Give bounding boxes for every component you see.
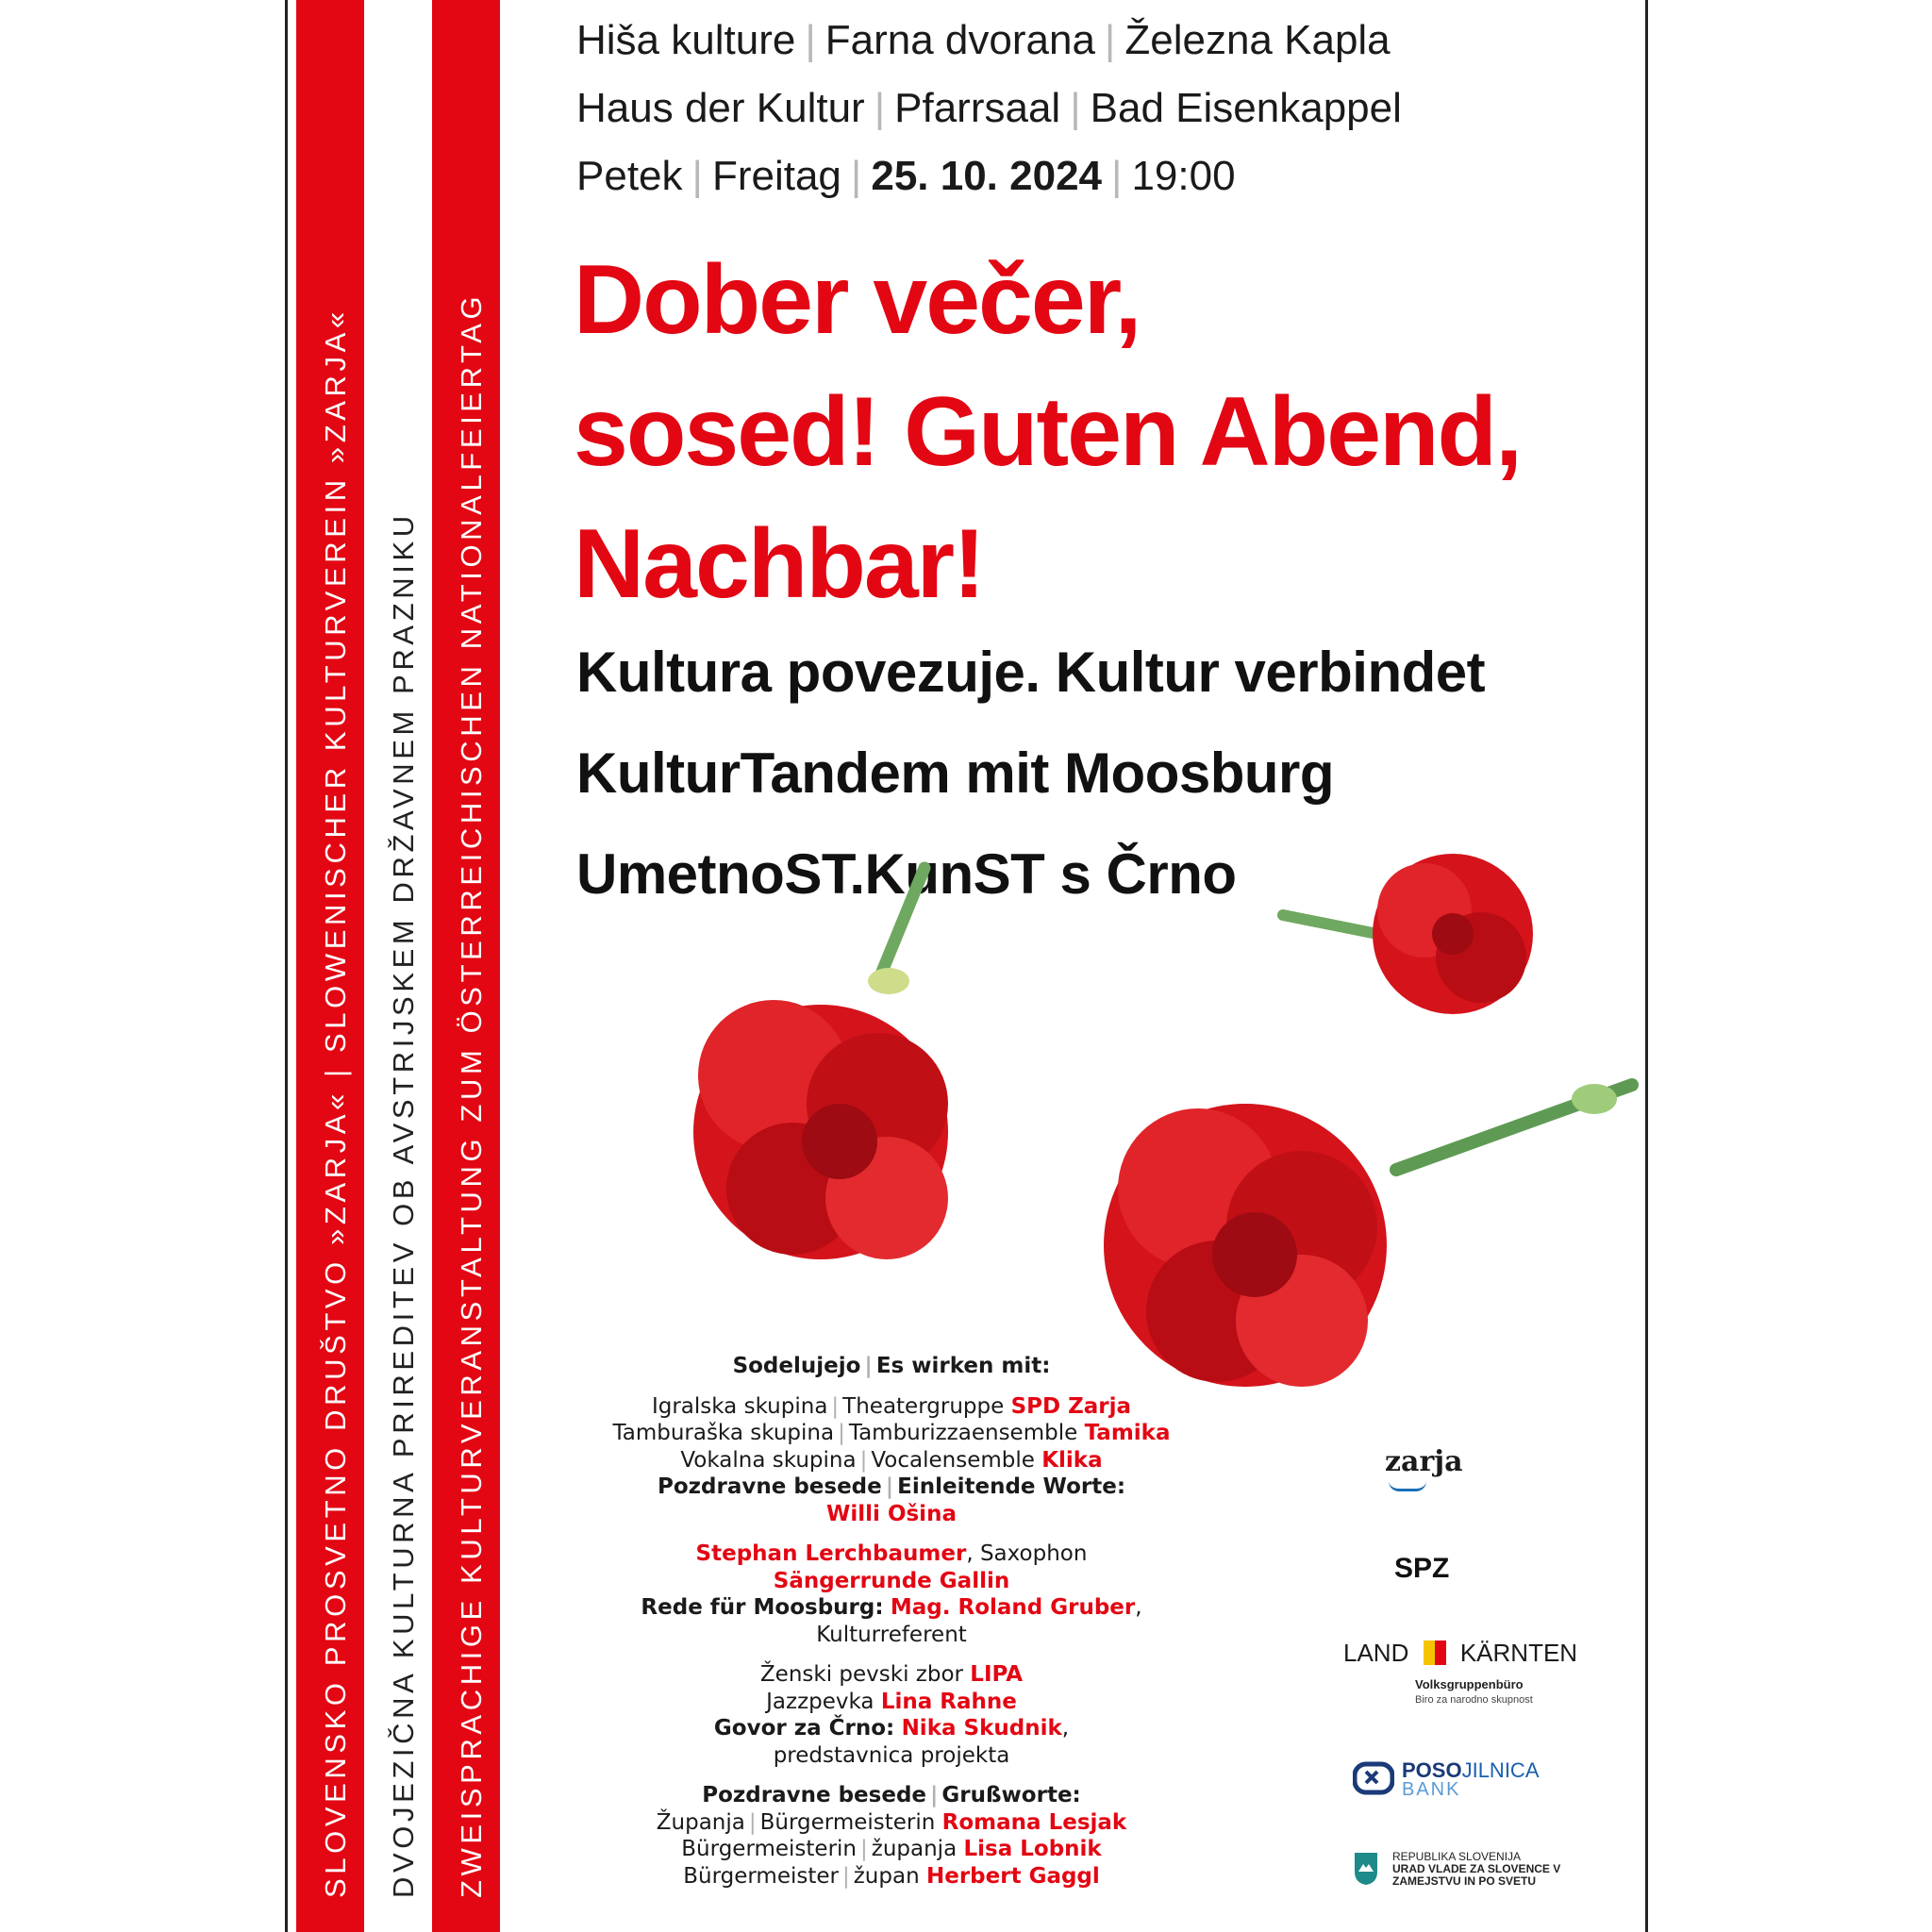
zarja-arc-icon xyxy=(1389,1481,1426,1491)
credit-role: , Saxophon xyxy=(966,1541,1088,1566)
credit-speaker: Willi Ošina xyxy=(826,1501,957,1526)
words-label-sl: Pozdravne besede xyxy=(657,1474,882,1499)
credit-row xyxy=(604,1661,1179,1689)
credit-label-sl: Bürgermeisterin xyxy=(681,1837,858,1861)
credit-role: predstavnica projekta xyxy=(773,1742,1010,1768)
republika-slovenija-logo xyxy=(1353,1850,1561,1891)
credit-name: Stephan Lerchbaumer xyxy=(695,1541,967,1566)
subtitle-3: UmetnoST.KunST s Črno xyxy=(576,842,1237,906)
credit-name: Klika xyxy=(1041,1447,1103,1473)
stripe2-vertical-text: DVOJEZIČNA KULTURNA PRIREDITEV OB AVSTRIJSKEM DRŽAVNEM PRAZNIKU xyxy=(387,511,420,1898)
rs-line-2: URAD VLADE ZA SLOVENCE V xyxy=(1392,1862,1561,1875)
credits-heading-sl: Sodelujejo xyxy=(732,1354,861,1378)
credit-label-sl: Županja xyxy=(656,1809,745,1835)
credit-label-de: Vocalensemble xyxy=(871,1447,1035,1473)
credit-label-de: Theatergruppe xyxy=(842,1393,1005,1419)
credit-row: Igralska skupina | Theatergruppe SPD Zarja xyxy=(651,1393,1132,1419)
speech-label: Govor za Črno: xyxy=(713,1716,895,1740)
event-time: 19:00 xyxy=(1131,153,1236,199)
rs-text-block xyxy=(1392,1851,1560,1888)
bank-text: BANK xyxy=(1402,1779,1461,1800)
speech-label: Rede für Moosburg: xyxy=(641,1595,884,1620)
credit-choir: Sängerrunde Gallin xyxy=(773,1568,1010,1593)
credit-name: SPD Zarja xyxy=(1010,1393,1132,1419)
credits-heading: Sodelujejo | Es wirken mit: xyxy=(732,1354,1051,1378)
rs-line-1: REPUBLIKA SLOVENIJA xyxy=(1392,1850,1522,1863)
stripe1-vertical-text: SLOVENSKO PROSVETNO DRUŠTVO »ZARJA« | SLOWENISCHER KULTURVEREIN »ZARJA« xyxy=(319,308,352,1898)
credit-role: Kulturreferent xyxy=(816,1622,967,1647)
land-kaernten-logo xyxy=(1343,1639,1577,1668)
kaernten-text: KÄRNTEN xyxy=(1459,1639,1578,1667)
words-label-de: Einleitende Worte: xyxy=(897,1474,1126,1499)
credit-row: Tamburaška skupina | Tamburizzaensemble Tamika xyxy=(612,1421,1171,1445)
credit-label-de: Tamburizzaensemble xyxy=(848,1421,1078,1445)
venue-line-german: Haus der Kultur | Pfarrsaal | Bad Eisenkappel xyxy=(576,85,1402,131)
venue-de-2: Pfarrsaal xyxy=(894,85,1061,131)
right-frame-line xyxy=(1645,0,1648,1932)
rs-line-3: ZAMEJSTVU IN PO SVETU xyxy=(1392,1874,1537,1888)
stripe3-vertical-text: ZWEISPRACHIGE KULTURVERANSTALTUNG ZUM ÖSTERREICHISCHEN NATIONALFEIERTAG xyxy=(455,291,488,1898)
posojilnica-bank-logo xyxy=(1353,1758,1540,1803)
credit-row: Govor za Črno: Nika Skudnik, xyxy=(713,1716,1070,1740)
credit-row: Pozdravne besede | Grußworte: xyxy=(702,1783,1081,1807)
credit-name: Herbert Gaggl xyxy=(925,1863,1100,1889)
credit-row: Pozdravne besede | Einleitende Worte: xyxy=(657,1474,1126,1499)
venue-de-3: Bad Eisenkappel xyxy=(1090,85,1402,131)
credit-label-de: župan xyxy=(853,1863,920,1889)
credit-row xyxy=(604,1689,1179,1716)
poso-text: POSO xyxy=(1402,1758,1462,1782)
carnations-illustration xyxy=(641,830,1641,1434)
credits-heading-de: Es wirken mit: xyxy=(875,1354,1051,1378)
jilnica-text: JILNICA xyxy=(1461,1758,1540,1782)
venue-sl-3: Železna Kapla xyxy=(1124,17,1391,63)
land-text: LAND xyxy=(1343,1639,1409,1667)
credit-row: Bürgermeister | župan Herbert Gaggl xyxy=(683,1863,1100,1889)
venue-line-slovene: Hiša kulture | Farna dvorana | Železna Kapla xyxy=(576,17,1391,63)
venue-sl-1: Hiša kulture xyxy=(576,17,796,63)
subtitle-1: Kultura povezuje. Kultur verbindet xyxy=(576,641,1486,704)
title-line-3: Nachbar! xyxy=(574,509,984,619)
venue-de-1: Haus der Kultur xyxy=(576,85,865,131)
credit-name: LIPA xyxy=(970,1662,1024,1687)
credit-row: Vokalna skupina | Vocalensemble Klika xyxy=(680,1447,1103,1473)
credit-name: Mag. Roland Gruber xyxy=(890,1595,1136,1620)
credit-name: Lina Rahne xyxy=(880,1689,1017,1714)
credit-label-sl: Igralska skupina xyxy=(651,1393,828,1419)
slovenia-coat-of-arms-icon xyxy=(1353,1851,1379,1887)
biro-narodna-skupnost-text: Biro za narodno skupnost xyxy=(1415,1694,1533,1706)
spz-logo xyxy=(1394,1553,1449,1585)
credit-name: Romana Lesjak xyxy=(941,1809,1127,1835)
credit-row: Županja | Bürgermeisterin Romana Lesjak xyxy=(656,1809,1127,1835)
title-line-1: Dober večer, xyxy=(574,245,1141,355)
subtitle-2: KulturTandem mit Moosburg xyxy=(576,741,1335,805)
volksgruppenbuero-text: Volksgruppenbüro xyxy=(1415,1677,1524,1691)
credit-row: Bürgermeisterin | županja Lisa Lobnik xyxy=(681,1837,1102,1861)
carinthia-flag-icon xyxy=(1424,1641,1446,1665)
day-german: Freitag xyxy=(711,153,841,199)
credit-row: Rede für Moosburg: Mag. Roland Gruber, xyxy=(641,1595,1142,1620)
credit-name: Nika Skudnik xyxy=(901,1716,1062,1740)
credits-block xyxy=(604,1353,1179,1890)
zarja-logo-text: zarja xyxy=(1385,1445,1463,1478)
spz-logo-text: SPZ xyxy=(1394,1553,1450,1584)
posojilnica-icon xyxy=(1353,1758,1394,1798)
credit-row xyxy=(604,1541,1179,1568)
credit-label-sl: Vokalna skupina xyxy=(680,1447,857,1473)
date-line: Petek | Freitag | 25. 10. 2024 | 19:00 xyxy=(576,153,1236,199)
zarja-logo xyxy=(1385,1445,1463,1478)
credit-label-de: županja xyxy=(871,1837,958,1861)
carnation-flower-top-right xyxy=(1373,854,1533,1014)
venue-sl-2: Farna dvorana xyxy=(824,17,1095,63)
day-slovene: Petek xyxy=(576,153,683,199)
credit-label: Ženski pevski zbor xyxy=(759,1662,963,1687)
left-frame-line xyxy=(285,0,288,1932)
main-title xyxy=(574,234,1521,630)
greetings-label-sl: Pozdravne besede xyxy=(702,1783,927,1807)
credit-label: Jazzpevka xyxy=(766,1689,874,1714)
greetings-label-de: Grußworte: xyxy=(941,1783,1081,1807)
credit-name: Lisa Lobnik xyxy=(963,1837,1102,1861)
carnation-flower-bottom-right xyxy=(1104,1104,1387,1387)
title-line-2: sosed! Guten Abend, xyxy=(574,377,1521,487)
event-date: 25. 10. 2024 xyxy=(871,153,1103,199)
credit-label-sl: Tamburaška skupina xyxy=(612,1421,835,1445)
credit-label-sl: Bürgermeister xyxy=(683,1863,839,1889)
carnation-flower-left xyxy=(693,1000,948,1259)
credit-label-de: Bürgermeisterin xyxy=(759,1809,936,1835)
credit-name: Tamika xyxy=(1084,1421,1171,1445)
